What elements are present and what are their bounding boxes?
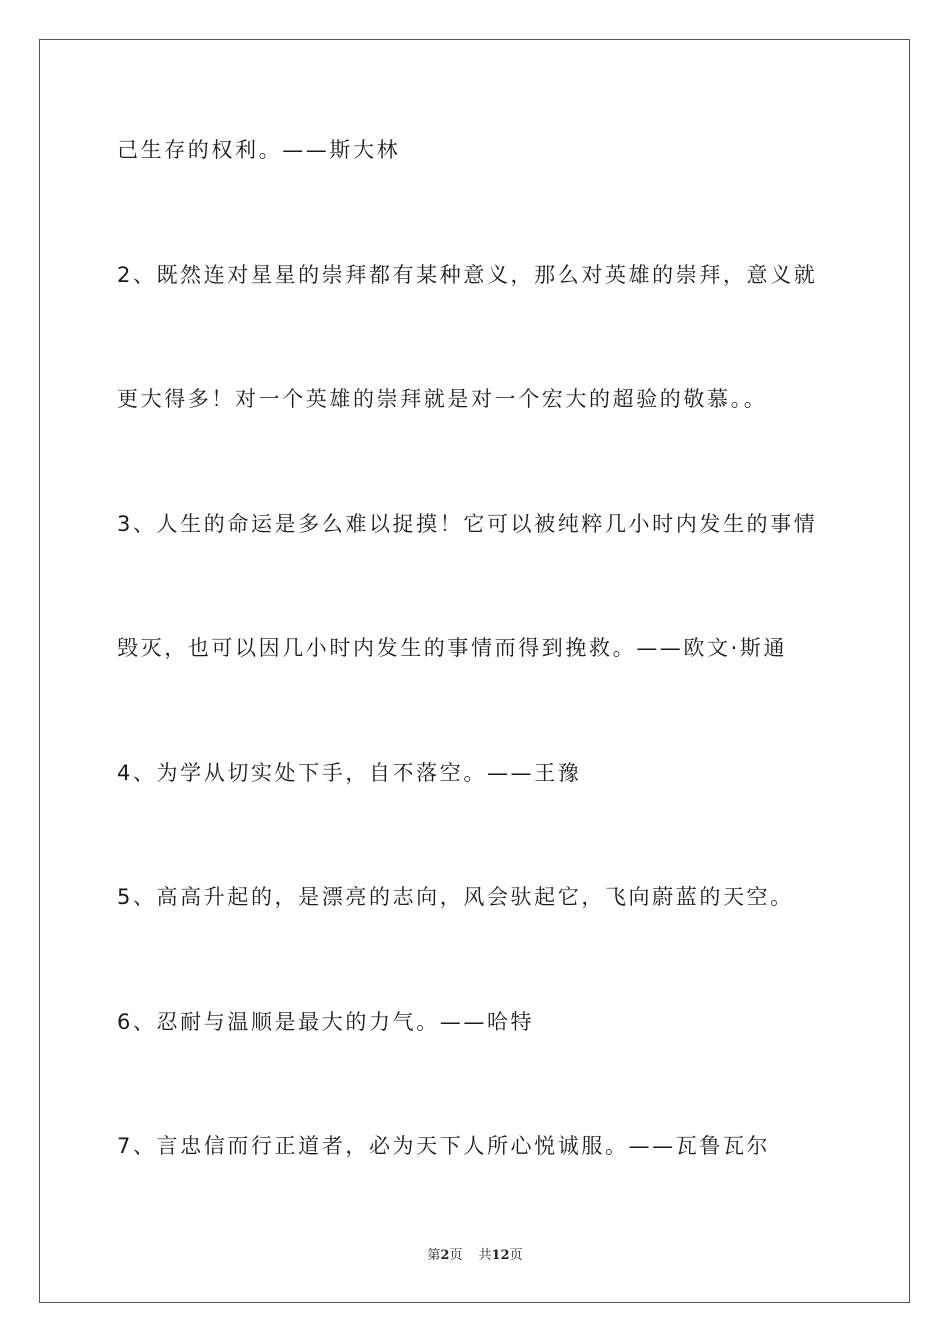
text-line: 7、言忠信而行正道者，必为天下人所心悦诚服。——瓦鲁瓦尔: [117, 1134, 771, 1158]
page-prefix: 第: [427, 1248, 441, 1263]
total-prefix: 共: [478, 1248, 492, 1263]
text-line: 更大得多！对一个英雄的崇拜就是对一个宏大的超验的敬慕。。: [117, 387, 768, 411]
page-border: [39, 39, 910, 1303]
text-line: 3、人生的命运是多么难以捉摸！它可以被纯粹几小时内发生的事情: [117, 512, 818, 536]
total-page-number: 12: [491, 1248, 510, 1263]
page-suffix: 页: [449, 1248, 463, 1263]
text-line: 4、为学从切实处下手，自不落空。——王豫: [117, 761, 582, 785]
text-line: 2、既然连对星星的崇拜都有某种意义，那么对英雄的崇拜，意义就: [117, 263, 818, 287]
current-page-number: 2: [440, 1248, 450, 1263]
page-footer: [0, 1247, 950, 1265]
text-line: 毁灭，也可以因几小时内发生的事情而得到挽救。——欧文·斯通: [117, 636, 788, 660]
text-line: 己生存的权利。——斯大林: [117, 138, 401, 162]
text-line: 5、高高升起的，是漂亮的志向，风会驮起它，飞向蔚蓝的天空。: [117, 885, 794, 909]
total-suffix: 页: [509, 1248, 523, 1263]
text-line: 6、忍耐与温顺是最大的力气。——哈特: [117, 1010, 535, 1034]
